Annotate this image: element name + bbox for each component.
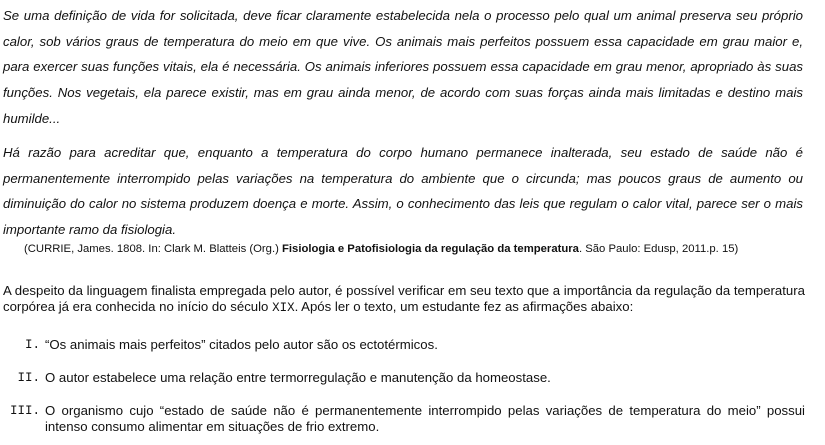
statement-text: O organismo cujo “estado de saúde não é permanentemente interrompido pelas variações de temperatura do meio” possui intenso consumo alimentar em situações de frio extremo. <box>45 403 805 434</box>
statement-text: O autor estabelece uma relação entre termorregulação e manutenção da homeostase. <box>45 370 551 385</box>
prompt-text-after: . Após ler o texto, um estudante fez as afirmações abaixo: <box>294 299 634 314</box>
question-prompt <box>3 283 813 316</box>
citation-suffix: . São Paulo: Edusp, 2011.p. 15) <box>578 243 739 255</box>
statement-number: II. <box>17 371 40 385</box>
citation-prefix: (CURRIE, James. 1808. In: Clark M. Blatteis (Org.) <box>24 243 283 255</box>
prompt-century: XIX <box>272 301 295 315</box>
citation-title: Fisiologia e Patofisiologia da regulação da temperatura <box>282 243 579 255</box>
statement-text: “Os animais mais perfeitos” citados pelo autor são os ectotérmicos. <box>45 337 438 352</box>
quote-paragraph-1: Se uma definição de vida for solicitada, deve ficar claramente estabelecida nela o processo pelo qual um animal preserva seu próprio calor, sob vários graus de temperatura do meio em que vive. Os animais mais perfeitos possuem essa capacidade em grau maior e, para exercer suas funções vitais, ela é necessária. Os animais inferiores possuem essa capacidade em grau menor, apropriado às suas funções. Nos vegetais, ela parece existir, mas em grau ainda menor, de acordo com suas forças ainda mais limitadas e destino mais humilde... <box>3 8 803 126</box>
statement-number: I. <box>24 338 40 352</box>
citation <box>24 243 814 255</box>
prompt-text-before: A despeito da linguagem finalista empregada pelo autor, é possível verificar em seu texto que a importância da regulação da temperatura corpórea já era conhecida no início do século <box>3 283 805 314</box>
quote-paragraph-2: Há razão para acreditar que, enquanto a temperatura do corpo humano permanece inalterada, seu estado de saúde não é permanentemente interrompido pelas variações na temperatura do ambiente que o circunda; mas poucos graus de aumento ou diminuição do calor no sistema produzem doença e morte. Assim, o conhecimento das leis que regulam o calor vital, parece ser o mais importante ramo da fisiologia. <box>3 145 803 238</box>
statement-number: III. <box>9 404 40 418</box>
